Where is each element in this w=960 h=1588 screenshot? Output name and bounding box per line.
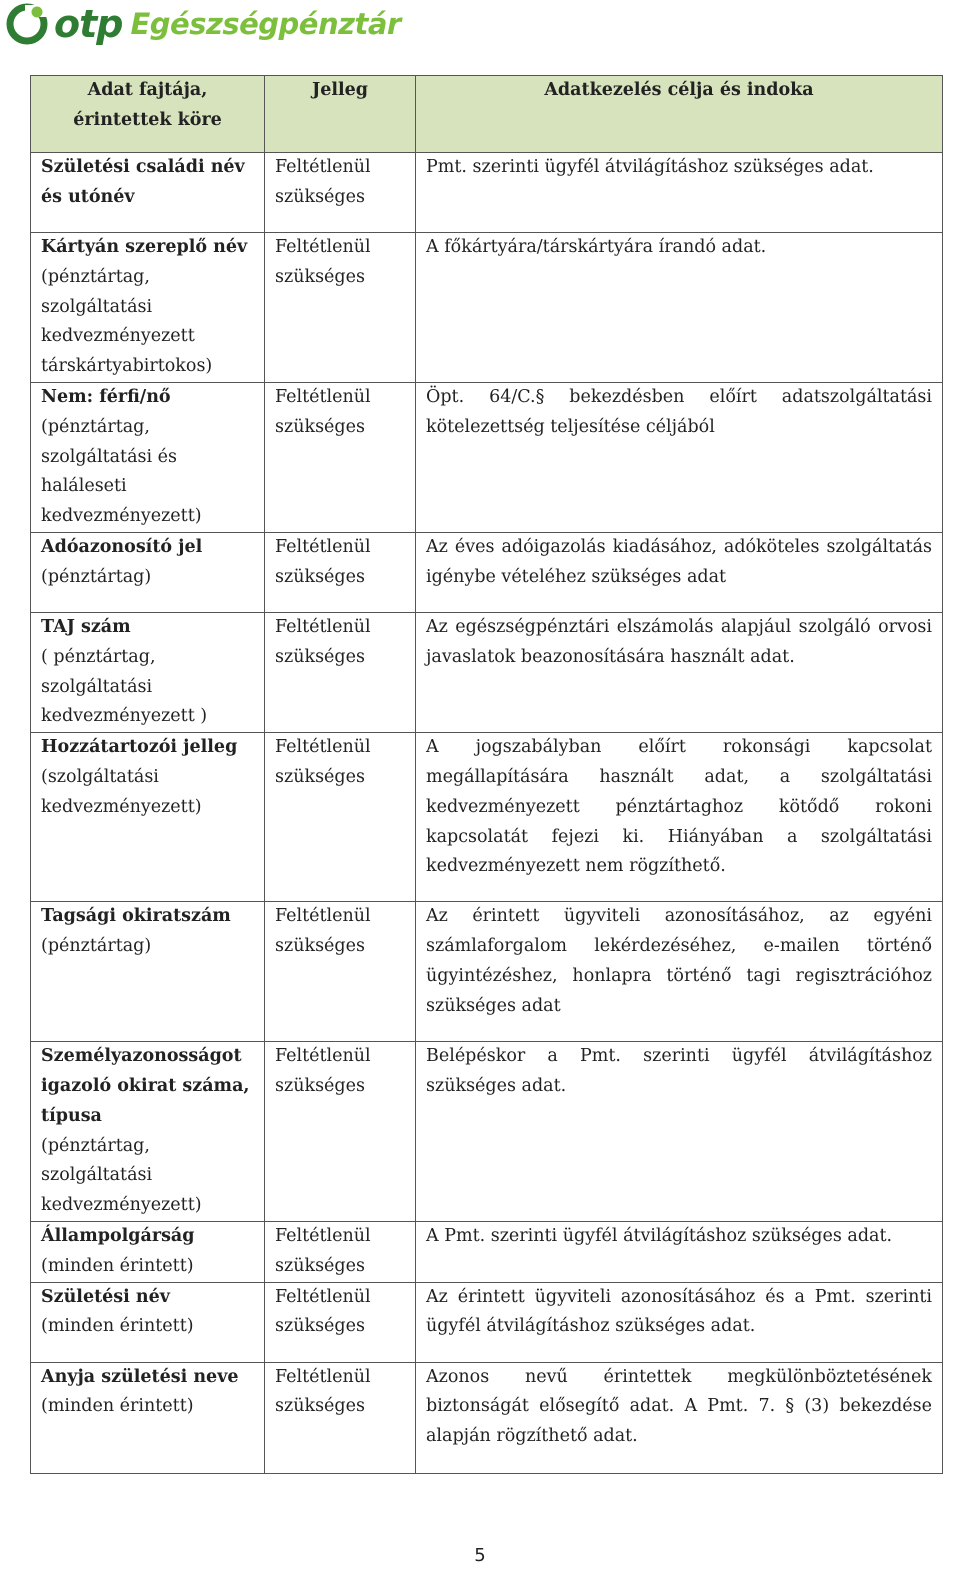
table-body — [31, 153, 943, 1474]
nature-label: Feltétlenül szükséges — [275, 237, 371, 287]
cell-nature — [265, 382, 416, 532]
cell-nature — [265, 233, 416, 383]
nature-label: Feltétlenül szükséges — [275, 1366, 371, 1417]
cell-purpose: Az érintett ügyviteli azonosításához, az egyéni számlaforgalom lekérdezéséhez, e-mailen történő ügyintézéshez, honlapra történő tagi regisztrációhoz szükséges adat — [416, 902, 943, 1042]
cell-nature — [265, 532, 416, 612]
data-subjects-label: (pénztártag) — [41, 935, 152, 956]
table-row — [31, 1042, 943, 1222]
cell-data-type — [31, 1282, 265, 1362]
otp-logo — [6, 2, 401, 46]
cell-purpose: Azonos nevű érintettek megkülönböztetésének biztonságát elősegítő adat. A Pmt. 7. § (3) bekezdése alapján rögzíthető adat. — [416, 1362, 943, 1473]
header-data-type: Adat fajtája, érintettek köre — [31, 76, 265, 153]
cell-data-type — [31, 1221, 265, 1282]
cell-nature — [265, 612, 416, 732]
table-row — [31, 902, 943, 1042]
logo-brand: otp — [54, 2, 123, 46]
cell-nature — [265, 153, 416, 233]
cell-nature — [265, 1221, 416, 1282]
cell-purpose: Az egészségpénztári elszámolás alapjául szolgáló orvosi javaslatok beazonosítására használt adat. — [416, 612, 943, 732]
cell-purpose: A Pmt. szerinti ügyfél átvilágításhoz szükséges adat. — [416, 1221, 943, 1282]
nature-label: Feltétlenül szükséges — [275, 1286, 371, 1337]
data-subjects-label: (szolgáltatási kedvezményezett) — [41, 766, 202, 817]
cell-data-type — [31, 532, 265, 612]
table-row — [31, 1221, 943, 1282]
cell-data-type — [31, 612, 265, 732]
cell-purpose: Öpt. 64/C.§ bekezdésben előírt adatszolgáltatási kötelezettség teljesítése céljából — [416, 382, 943, 532]
table-row — [31, 153, 943, 233]
data-type-label: Adóazonosító jel — [41, 536, 203, 557]
cell-purpose: A főkártyára/társkártyára írandó adat. — [416, 233, 943, 383]
data-subjects-label: (minden érintett) — [41, 1396, 194, 1417]
data-subjects-label: (pénztártag) — [41, 566, 152, 587]
cell-nature — [265, 733, 416, 902]
data-type-label: Személyazonosságot igazoló okirat száma, típusa — [41, 1046, 250, 1126]
data-subjects-label: (minden érintett) — [41, 1316, 194, 1337]
data-subjects-label: ( pénztártag, szolgáltatási kedvezményezett ) — [41, 646, 208, 727]
cell-data-type — [31, 1362, 265, 1473]
data-subjects-label: (pénztártag, szolgáltatási kedvezményezett) — [41, 1135, 202, 1216]
cell-nature — [265, 1282, 416, 1362]
nature-label: Feltétlenül szükséges — [275, 536, 371, 587]
nature-label: Feltétlenül szükséges — [275, 906, 371, 956]
header-nature: Jelleg — [265, 76, 416, 153]
data-subjects-label: (pénztártag, szolgáltatási kedvezményezett társkártyabirtokos) — [41, 266, 213, 377]
nature-label: Feltétlenül szükséges — [275, 1225, 371, 1276]
cell-nature — [265, 902, 416, 1042]
cell-purpose: Belépéskor a Pmt. szerinti ügyfél átvilágításhoz szükséges adat. — [416, 1042, 943, 1222]
data-type-label: Születési családi név és utónév — [41, 157, 245, 207]
logo-product-name: Egészségpénztár — [130, 7, 401, 41]
data-type-label: Tagsági okiratszám — [41, 906, 231, 927]
nature-label: Feltétlenül szükséges — [275, 616, 371, 667]
cell-purpose: Az éves adóigazolás kiadásához, adóköteles szolgáltatás igénybe vételéhez szükséges adat — [416, 532, 943, 612]
data-type-label: Hozzátartozói jelleg — [41, 737, 238, 758]
cell-data-type — [31, 233, 265, 383]
data-type-label: Születési név — [41, 1286, 170, 1307]
data-type-label: Kártyán szereplő név — [41, 237, 248, 257]
data-type-label: Nem: férfi/nő — [41, 386, 171, 407]
table-row — [31, 1362, 943, 1473]
cell-purpose: A jogszabályban előírt rokonsági kapcsolat megállapítására használt adat, a szolgáltatási kedvezményezett pénztártaghoz kötődő rokoni kapcsolatát fejezi ki. Hiányában a szolgáltatási kedvezményezett nem rögzíthető. — [416, 733, 943, 902]
table-header-row — [31, 76, 943, 153]
cell-data-type — [31, 902, 265, 1042]
nature-label: Feltétlenül szükséges — [275, 737, 371, 787]
cell-data-type — [31, 1042, 265, 1222]
nature-label: Feltétlenül szükséges — [275, 157, 371, 207]
table-row — [31, 532, 943, 612]
nature-label: Feltétlenül szükséges — [275, 1046, 371, 1096]
data-subjects-label: (minden érintett) — [41, 1255, 194, 1276]
cell-purpose: Az érintett ügyviteli azonosításához és a Pmt. szerinti ügyfél átvilágításhoz szükséges adat. — [416, 1282, 943, 1362]
table-row — [31, 233, 943, 383]
cell-purpose: Pmt. szerinti ügyfél átvilágításhoz szükséges adat. — [416, 153, 943, 233]
cell-nature — [265, 1362, 416, 1473]
cell-data-type — [31, 382, 265, 532]
data-type-label: Állampolgárság — [41, 1225, 195, 1246]
data-type-label: Anyja születési neve — [41, 1366, 239, 1387]
table-row — [31, 382, 943, 532]
data-processing-table — [30, 75, 943, 1474]
nature-label: Feltétlenül szükséges — [275, 386, 371, 437]
cell-nature — [265, 1042, 416, 1222]
data-subjects-label: (pénztártag, szolgáltatási és haláleseti kedvezményezett) — [41, 416, 202, 527]
data-type-label: TAJ szám — [41, 616, 131, 637]
table-row — [31, 612, 943, 732]
cell-data-type — [31, 733, 265, 902]
table-row — [31, 733, 943, 902]
header-purpose: Adatkezelés célja és indoka — [416, 76, 943, 153]
otp-logo-icon — [6, 3, 48, 45]
cell-data-type — [31, 153, 265, 233]
page-number: 5 — [474, 1545, 486, 1566]
table-row — [31, 1282, 943, 1362]
